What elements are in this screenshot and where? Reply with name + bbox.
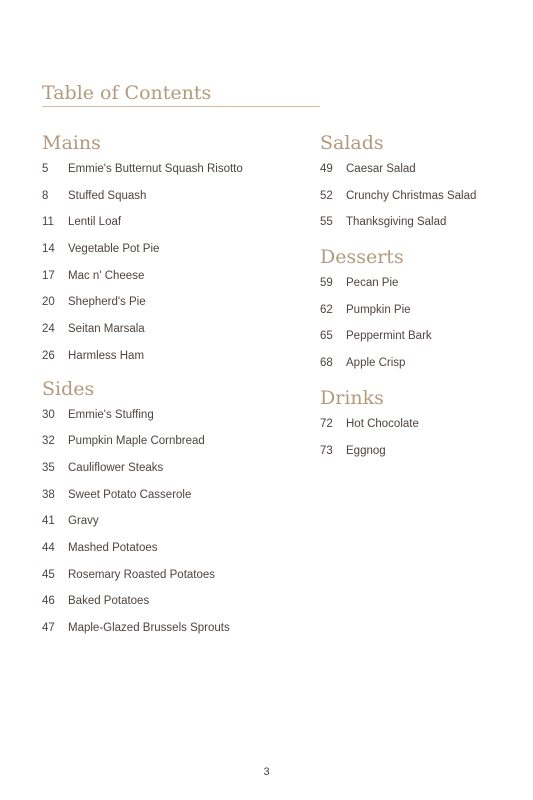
toc-entry-label: Eggnog — [346, 444, 386, 457]
toc-entry-page: 55 — [320, 216, 333, 229]
left-column — [42, 130, 302, 642]
toc-entry[interactable] — [42, 588, 302, 615]
section-desserts — [320, 244, 520, 377]
section-title-salads: Salads — [320, 132, 384, 154]
entries-sides — [42, 402, 302, 642]
toc-entry[interactable] — [42, 289, 302, 316]
section-salads — [320, 130, 520, 236]
section-title-mains: Mains — [42, 132, 101, 154]
toc-entry-page: 5 — [42, 163, 49, 175]
toc-entry[interactable] — [42, 236, 302, 263]
toc-entry[interactable] — [42, 263, 302, 290]
toc-entry-label: Rosemary Roasted Potatoes — [68, 568, 216, 581]
toc-entry-label: Vegetable Pot Pie — [68, 243, 160, 256]
toc-entry-page: 38 — [42, 488, 55, 501]
toc-entry-label: Crunchy Christmas Salad — [346, 189, 477, 202]
toc-entry-label: Gravy — [68, 515, 99, 528]
toc-entry-page: 41 — [42, 515, 55, 528]
toc-entry-label: Pumpkin Maple Cornbread — [68, 435, 205, 448]
toc-entry-page: 35 — [42, 461, 55, 474]
toc-entry-page: 68 — [320, 357, 333, 370]
entries-salads — [320, 156, 520, 236]
toc-entry-label: Stuffed Squash — [68, 189, 147, 202]
toc-entry-label: Maple-Glazed Brussels Sprouts — [68, 622, 230, 634]
toc-entry[interactable] — [42, 316, 302, 343]
toc-entry-page: 24 — [42, 323, 55, 336]
section-drinks — [320, 385, 520, 464]
toc-entry-page: 26 — [42, 349, 55, 362]
toc-entry-label: Seitan Marsala — [68, 323, 145, 336]
right-column — [320, 130, 520, 464]
toc-entry[interactable] — [42, 562, 302, 589]
toc-entry[interactable] — [42, 156, 302, 183]
toc-entry[interactable] — [42, 508, 302, 535]
toc-entry-page: 32 — [42, 435, 55, 448]
toc-entry-page: 11 — [42, 216, 54, 229]
toc-entry-page: 49 — [320, 163, 333, 175]
toc-entry[interactable] — [42, 183, 302, 210]
toc-entry[interactable] — [320, 323, 520, 350]
toc-entry-page: 14 — [42, 243, 55, 256]
toc-entry-label: Cauliflower Steaks — [68, 461, 164, 474]
entries-desserts — [320, 270, 520, 377]
toc-entry-label: Apple Crisp — [346, 357, 406, 370]
toc-entry-label: Peppermint Bark — [346, 330, 432, 343]
toc-entry[interactable] — [42, 209, 302, 236]
section-title-sides: Sides — [42, 377, 95, 400]
toc-entry[interactable] — [320, 350, 520, 377]
toc-entry[interactable] — [320, 209, 520, 236]
toc-entry-label: Pecan Pie — [346, 277, 399, 290]
toc-entry-label: Thanksgiving Salad — [346, 216, 447, 229]
toc-entry-page: 45 — [42, 568, 55, 581]
toc-entry[interactable] — [42, 535, 302, 562]
toc-entry-label: Pumpkin Pie — [346, 303, 411, 316]
toc-entry-label: Mashed Potatoes — [68, 541, 158, 554]
toc-entry[interactable] — [320, 183, 520, 210]
section-title-drinks: Drinks — [320, 386, 384, 409]
entries-mains — [42, 156, 302, 370]
page-number: 3 — [263, 766, 270, 778]
toc-entry-page: 65 — [320, 330, 333, 343]
toc-entry[interactable] — [320, 411, 520, 438]
toc-entry[interactable] — [42, 343, 302, 370]
toc-entry-page: 62 — [320, 303, 333, 316]
toc-entry-page: 59 — [320, 277, 333, 290]
toc-entry-page: 52 — [320, 189, 333, 202]
toc-entry[interactable] — [42, 482, 302, 509]
toc-entry-page: 72 — [320, 417, 333, 430]
toc-entry-label: Emmie's Stuffing — [68, 408, 154, 421]
toc-entry-label: Caesar Salad — [346, 163, 416, 175]
toc-entry-label: Lentil Loaf — [68, 216, 122, 229]
toc-entry-label: Shepherd's Pie — [68, 296, 146, 309]
toc-entry-label: Hot Chocolate — [346, 417, 419, 430]
toc-entry[interactable] — [42, 615, 302, 642]
toc-entry-page: 46 — [42, 595, 55, 608]
toc-entry-page: 47 — [42, 622, 55, 634]
toc-entry-page: 30 — [42, 408, 55, 421]
toc-entry[interactable] — [320, 270, 520, 297]
page-title: Table of Contents — [42, 82, 212, 104]
toc-entry[interactable] — [42, 455, 302, 482]
toc-entry[interactable] — [320, 297, 520, 324]
toc-entry-label: Mac n' Cheese — [68, 269, 145, 282]
entries-drinks — [320, 411, 520, 464]
section-mains — [42, 130, 302, 370]
toc-entry-label: Baked Potatoes — [68, 595, 150, 608]
toc-entry[interactable] — [42, 428, 302, 455]
toc-entry-page: 17 — [42, 269, 55, 282]
toc-entry[interactable] — [320, 156, 520, 183]
toc-entry-page: 44 — [42, 541, 55, 554]
toc-entry-label: Sweet Potato Casserole — [68, 488, 192, 501]
title-underline — [42, 106, 320, 107]
toc-entry-page: 8 — [42, 189, 49, 202]
toc-entry-label: Emmie's Butternut Squash Risotto — [68, 163, 243, 175]
toc-entry-label: Harmless Ham — [68, 349, 145, 362]
section-title-desserts: Desserts — [320, 246, 404, 269]
section-sides — [42, 376, 302, 642]
toc-entry-page: 73 — [320, 444, 333, 457]
toc-entry[interactable] — [42, 402, 302, 429]
toc-entry[interactable] — [320, 438, 520, 465]
toc-entry-page: 20 — [42, 296, 55, 309]
